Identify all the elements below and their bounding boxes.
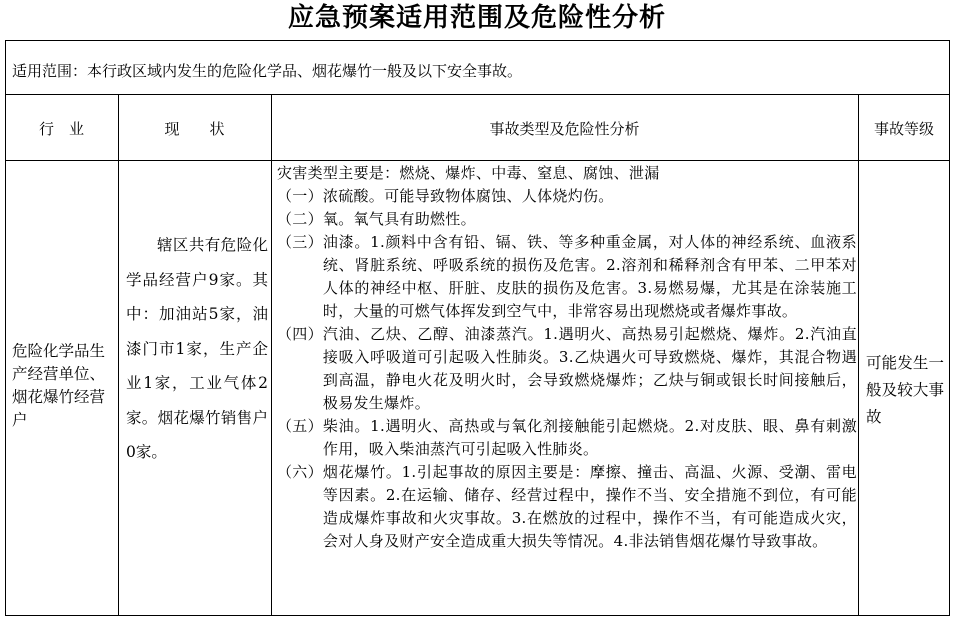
- item-text: 油漆。1.颜料中含有铅、镉、铁、等多种重金属，对人体的神经系统、血液系统、肾脏系统、呼吸系统的损伤及危害。2.溶剂和稀释剂含有甲苯、二甲苯对人体的神经中枢、肝脏、皮肤的损伤及危害。3.易燃易爆，尤其是在涂装施工时，大量的可燃气体挥发到空气中，非常容易出现燃烧或者爆炸事故。: [322, 233, 857, 320]
- analysis-intro: 灾害类型主要是：燃烧、爆炸、中毒、窒息、腐蚀、泄漏: [277, 164, 660, 182]
- item-text: 汽油、乙炔、乙醇、油漆蒸汽。1.遇明火、高热易引起燃烧、爆炸。2.汽油直接吸入呼吸道可引起吸入性肺炎。3.乙炔遇火可导致燃烧、爆炸，其混合物遇到高温，静电火花及明火时，会导致燃烧爆炸；乙炔与铜或银长时间接触后，极易发生爆炸。: [322, 325, 857, 412]
- table-divider: [5, 160, 950, 161]
- header-industry: 行 业: [38, 119, 84, 138]
- item-number: （三）: [277, 233, 323, 251]
- item-number: （一）: [277, 187, 323, 205]
- analysis-item: [277, 231, 857, 323]
- page-title: 应急预案适用范围及危险性分析: [287, 3, 666, 33]
- item-text: 烟花爆竹。1.引起事故的原因主要是：摩擦、撞击、高温、火源、受潮、雷电等因素。2.在运输、储存、经营过程中，操作不当、安全措施不到位，有可能造成爆炸事故和火灾事故。3.在燃放的过程中，操作不当，有可能造成火灾，会对人身及财产安全造成重大损失等情况。4.非法销售烟花爆竹导致事故。: [322, 463, 857, 550]
- industry-cell: 危险化学品生产经营单位、烟花爆竹经营户: [12, 342, 106, 429]
- analysis-item: [277, 461, 857, 553]
- analysis-cell: [277, 162, 857, 553]
- item-number: （五）: [277, 417, 323, 435]
- header-level: 事故等级: [873, 119, 934, 138]
- table-divider: [118, 94, 119, 616]
- item-text: 浓硫酸。可能导致物体腐蚀、人体烧灼伤。: [322, 187, 614, 205]
- header-analysis: 事故类型及危险性分析: [489, 119, 640, 138]
- scope-text: 适用范围：本行政区域内发生的危险化学品、烟花爆竹一般及以下安全事故。: [12, 62, 523, 80]
- table-divider: [858, 94, 859, 616]
- analysis-item: [277, 185, 857, 208]
- item-text: 氧。氧气具有助燃性。: [322, 210, 476, 228]
- item-text: 柴油。1.遇明火、高热或与氧化剂接触能引起燃烧。2.对皮肤、眼、鼻有刺激作用，吸入柴油蒸汽可引起吸入性肺炎。: [322, 417, 857, 458]
- status-cell: 辖区共有危险化学品经营户9家。其中：加油站5家，油漆门市1家，生产企业1家，工业气体2家。烟花爆竹销售户0家。: [126, 236, 268, 461]
- level-cell: 可能发生一般及较大事故: [866, 354, 944, 426]
- analysis-item: [277, 208, 857, 231]
- header-status: 现 状: [164, 119, 225, 138]
- analysis-item: [277, 323, 857, 415]
- item-number: （六）: [277, 463, 323, 481]
- item-number: （二）: [277, 210, 323, 228]
- analysis-item: [277, 415, 857, 461]
- table-divider: [5, 94, 950, 95]
- table-divider: [271, 94, 272, 616]
- item-number: （四）: [277, 325, 323, 343]
